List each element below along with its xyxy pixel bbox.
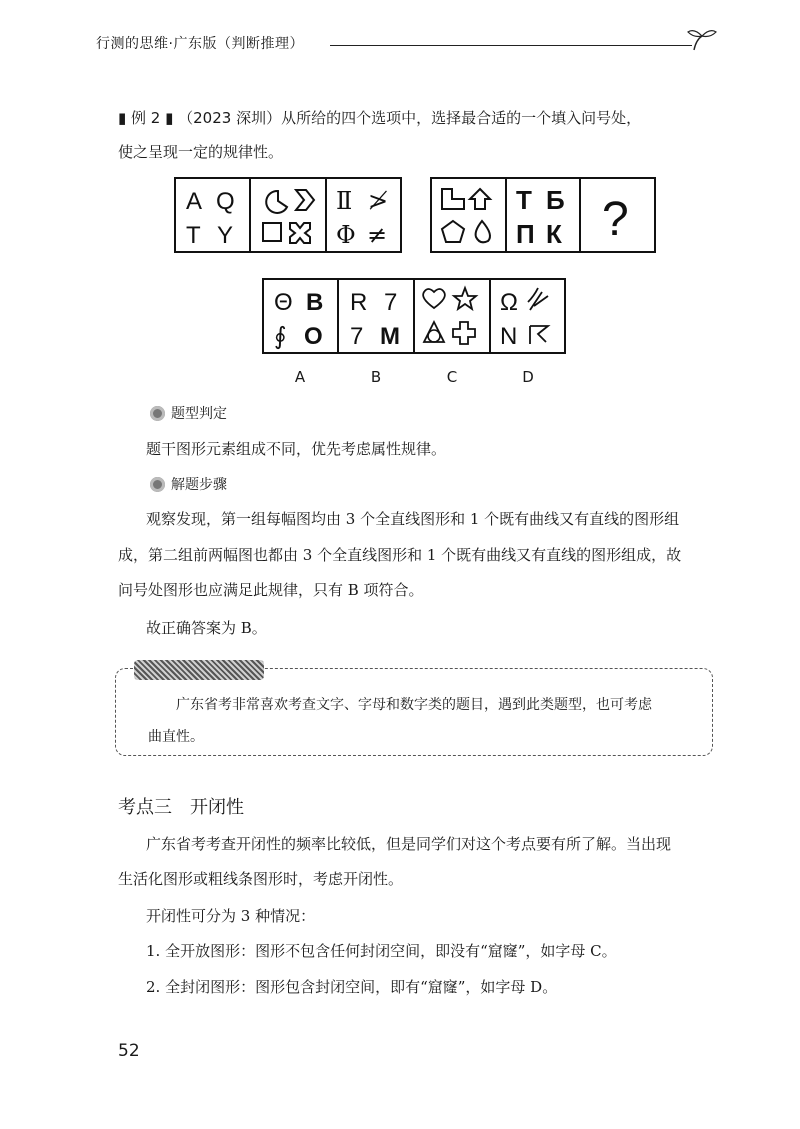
g2-p3-question: ? [602,193,629,246]
openness-line-1: 广东省考考查开闭性的频率比较低，但是同学们对这个考点要有所了解。当出现 [146,835,672,853]
g2-p2-pe: П [516,219,535,249]
opt-d-pen [528,288,548,310]
section-title-openness: 考点三 开闭性 [118,797,244,818]
option-label-b: B [370,368,382,386]
opt-a-integral: ∮ [274,323,287,350]
answer-text: 故正确答案为 B。 [146,619,267,637]
opt-c-triangle [424,322,444,342]
g1-p2-cross [290,223,310,243]
g1-p1-t: T [186,222,201,249]
openness-item-2: 2. 全封闭图形：图形包含封闭空间，即有“窟窿”，如字母 D。 [146,978,558,996]
g1-p3-roman: Ⅱ [336,187,353,215]
openness-line-2: 生活化图形或粗线条图形时，考虑开闭性。 [118,870,404,888]
opt-d-flag [530,326,548,344]
g2-p1-lshape [442,189,464,209]
example-line-2: 使之呈现一定的规律性。 [118,143,284,161]
gear-badge-icon [150,406,165,421]
option-label-c: C [446,368,458,386]
figure-options [262,278,566,354]
gear-badge-icon [150,477,165,492]
opt-a-o: O [304,323,323,350]
opt-c-triangle-circle [428,330,440,342]
section-heading-steps [150,474,227,494]
g2-p1-arrow [470,189,490,209]
g1-p3-notgreater: ≯ [368,187,389,215]
g1-p2-chevron [296,190,314,210]
page-number: 52 [118,1041,140,1061]
steps-line-2: 成，第二组前两幅图也都由 3 个全直线图形和 1 个既有曲线又有直线的图形组成，故 [118,546,682,564]
opt-c-heart [423,289,445,308]
figure-group-2 [430,177,656,253]
section-heading-steps-label: 解题步骤 [171,477,227,493]
tip-line-2: 曲直性。 [148,729,204,745]
g2-p1-drop [476,221,490,242]
g2-p1-pentagon [442,221,464,242]
opt-b-r: R [350,289,368,316]
option-label-a: A [294,368,306,386]
option-label-d: D [522,368,534,386]
g1-p1-q: Q [216,188,235,215]
sprout-icon [686,26,718,52]
figure-group-1 [174,177,402,253]
g1-p2-pacman [266,191,287,213]
opt-b-7-top: 7 [384,289,398,316]
opt-c-plus [453,322,475,344]
opt-c-star [454,288,476,309]
opt-b-7-bottom: 7 [350,323,364,350]
header-rule [330,45,692,46]
opt-d-omega: Ω [500,289,518,316]
g2-p2-be: Б [546,185,565,215]
g2-p2-ka: К [546,219,562,249]
tip-line-1: 广东省考非常喜欢考查文字、字母和数字类的题目，遇到此类题型，也可考虑 [176,697,652,713]
opt-d-n: N [500,323,518,350]
g1-p2-square [263,223,281,241]
section-heading-type-label: 题型判定 [171,406,227,422]
steps-line-1: 观察发现，第一组每幅图均由 3 个全直线图形和 1 个既有曲线又有直线的图形组 [146,510,680,528]
section-heading-type [150,403,227,423]
g1-p1-y: Y [217,222,234,249]
example-line-1: ▮ 例 2 ▮ （2023 深圳）从所给的四个选项中，选择最合适的一个填入问号处， [118,109,642,127]
g2-p2-te: Т [516,185,532,215]
steps-line-3: 问号处图形也应满足此规律，只有 B 项符合。 [118,581,424,599]
opt-b-m: M [380,323,400,350]
g1-p1-a: A [186,188,203,215]
running-header: 行测的思维·广东版（判断推理） [96,36,304,52]
openness-categories: 开闭性可分为 3 种情况： [146,907,316,925]
opt-a-theta: Θ [274,289,293,316]
tip-badge [134,660,264,680]
type-judgement-text: 题干图形元素组成不同，优先考虑属性规律。 [146,440,447,458]
openness-item-1: 1. 全开放图形：图形不包含任何封闭空间，即没有“窟窿”，如字母 C。 [146,942,617,960]
g1-p3-phi: Φ [336,221,356,249]
opt-a-b: B [306,289,324,316]
g1-p3-notequal: ≠ [367,221,388,249]
